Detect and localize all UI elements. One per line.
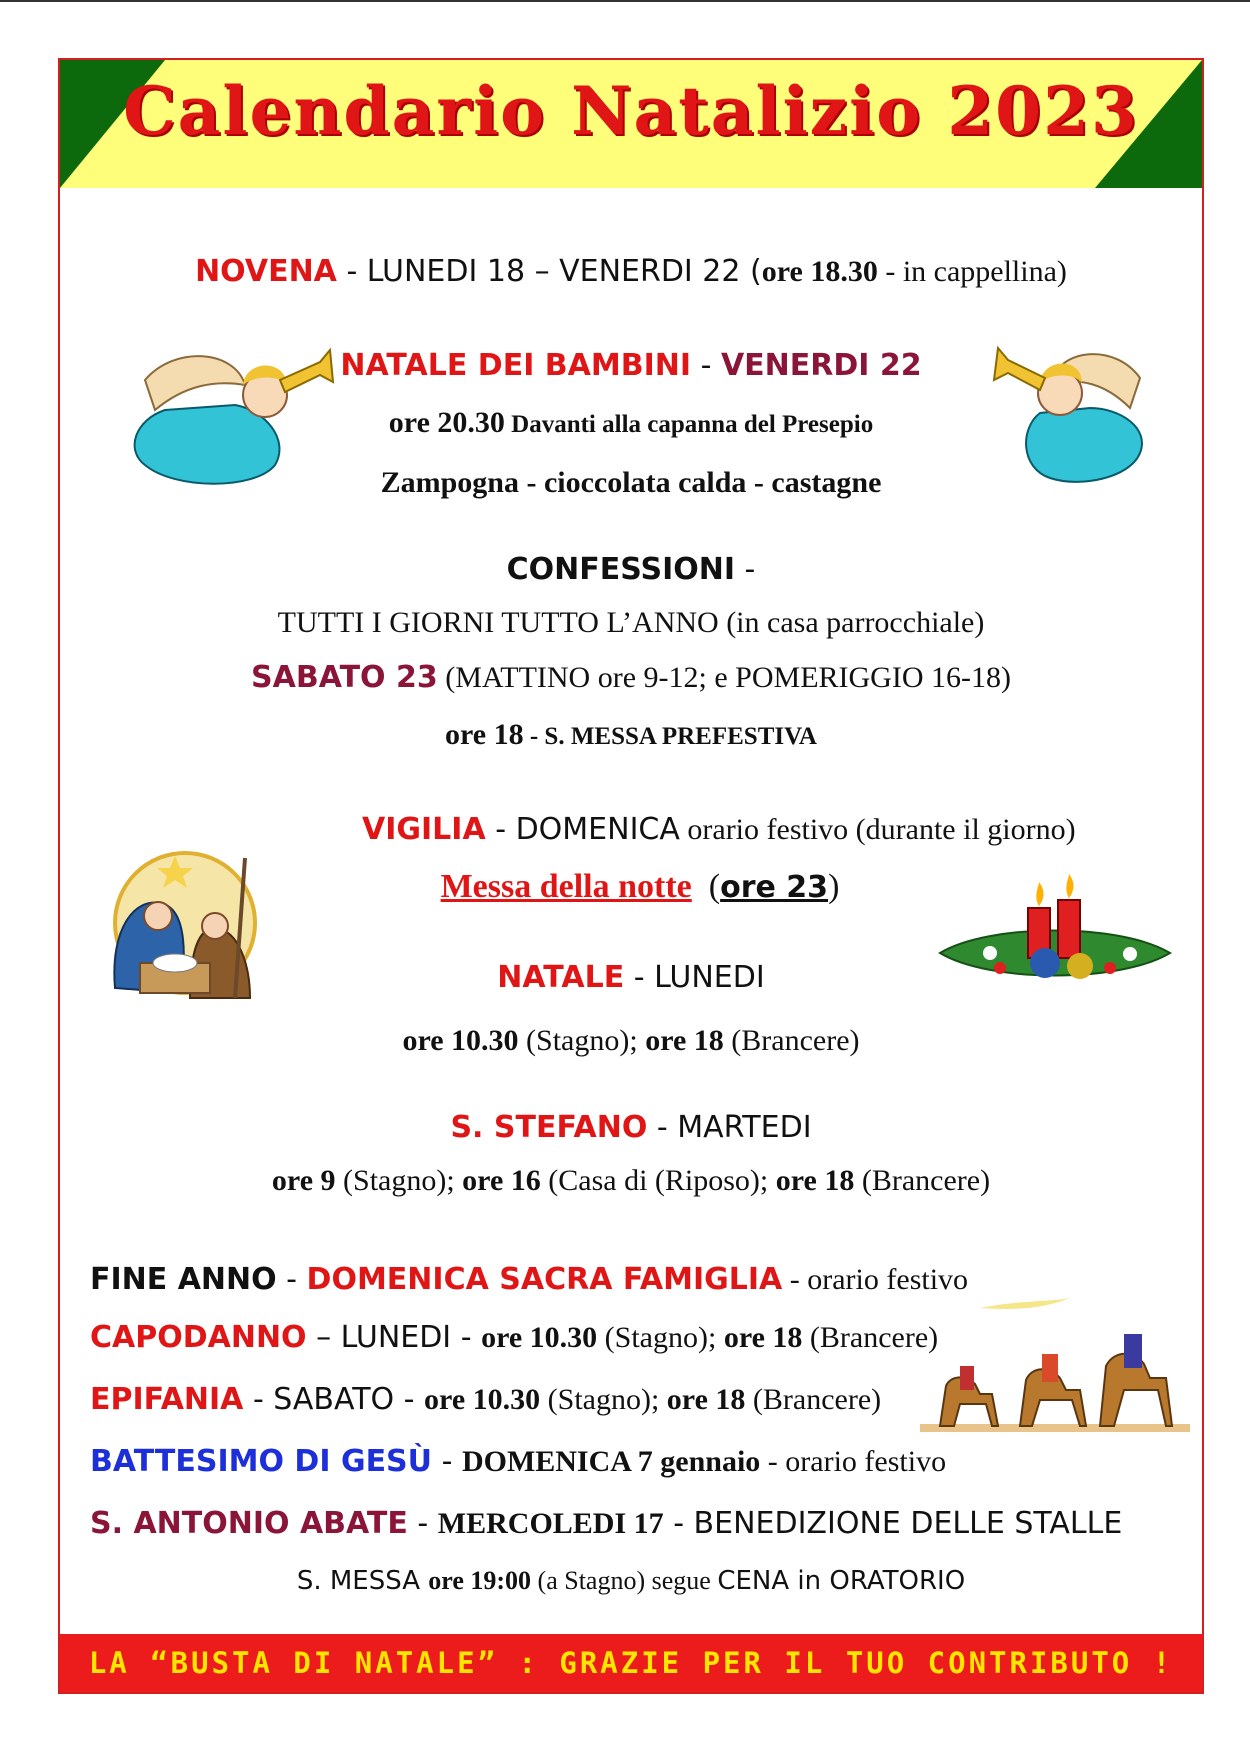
natale-place-1: (Stagno);	[518, 1024, 646, 1057]
antonio-info: - BENEDIZIONE DELLE STALLE	[663, 1506, 1123, 1541]
antonio-line	[90, 1506, 1232, 1541]
novena-dates: - LUNEDI 18 – VENERDI 22 (	[336, 254, 762, 289]
natale-time-1: ore 10.30	[402, 1024, 519, 1057]
antonio-cena: CENA in ORATORIO	[717, 1566, 966, 1596]
capodanno-time-1: ore 10.30	[481, 1321, 598, 1354]
bambini-time-line	[60, 406, 1202, 440]
antonio-messa-line	[60, 1566, 1202, 1596]
natale-time-2: ore 18	[645, 1024, 724, 1057]
page-title: Calendario Natalizio 2023	[123, 72, 1139, 150]
epifania-time-1: ore 10.30	[424, 1383, 541, 1416]
vigilia-messa: Messa della notte	[440, 868, 692, 905]
bambini-label: NATALE DEI BAMBINI	[340, 348, 692, 383]
confessioni-line	[60, 552, 1202, 587]
natale-label: NATALE	[497, 960, 625, 995]
epifania-place-2: (Brancere)	[745, 1383, 882, 1416]
stefano-time-1: ore 9	[271, 1164, 336, 1197]
stefano-place-1: (Stagno);	[335, 1164, 463, 1197]
fine-anno-day: DOMENICA SACRA FAMIGLIA	[306, 1262, 783, 1297]
battesimo-day: DOMENICA 7 gennaio	[461, 1445, 761, 1478]
vigilia-messa-line: Messa della notte (ore 23)	[440, 868, 840, 905]
fine-anno-info: - orario festivo	[782, 1263, 969, 1296]
confessioni-every: TUTTI I GIORNI TUTTO L’ANNO (in casa parrocchiale)	[277, 606, 985, 639]
vigilia-info: orario festivo (durante il giorno)	[679, 813, 1076, 846]
novena-rest: - in cappellina)	[877, 255, 1067, 288]
capodanno-place-1: (Stagno);	[597, 1321, 724, 1354]
confessioni-sep: -	[735, 552, 756, 587]
stefano-place-2: (Casa di (Riposo);	[540, 1164, 776, 1197]
confessioni-sat-hours: (MATTINO ore 9-12; e POMERIGGIO 16-18)	[437, 661, 1011, 694]
antonio-label: S. ANTONIO ABATE	[90, 1506, 408, 1541]
confessioni-sat-label: SABATO 23	[251, 660, 438, 695]
stefano-time-2: ore 16	[462, 1164, 541, 1197]
stefano-day: - MARTEDI	[647, 1110, 812, 1145]
vigilia-label: VIGILIA	[362, 812, 486, 847]
natale-place-2: (Brancere)	[723, 1024, 860, 1057]
capodanno-day: – LUNEDI -	[306, 1320, 482, 1355]
stefano-time-3: ore 18	[775, 1164, 855, 1197]
vigilia-day: - DOMENICA	[485, 812, 680, 847]
bambini-day: VENERDI 22	[720, 348, 922, 383]
confessioni-messa-time: ore 18	[445, 718, 524, 751]
confessioni-saturday-line	[60, 660, 1202, 695]
battesimo-info: - orario festivo	[760, 1445, 947, 1478]
capodanno-label: CAPODANNO	[90, 1320, 307, 1355]
bambini-sep: -	[691, 348, 721, 383]
novena-label: NOVENA	[195, 254, 337, 289]
antonio-messa: S. MESSA	[296, 1566, 429, 1596]
stefano-line	[60, 1110, 1202, 1145]
epifania-label: EPIFANIA	[90, 1382, 244, 1417]
epifania-day: - SABATO -	[243, 1382, 425, 1417]
stefano-times-line	[60, 1164, 1202, 1198]
epifania-line	[90, 1382, 1232, 1417]
vigilia-messa-time: ore 23	[720, 870, 829, 905]
confessioni-label: CONFESSIONI	[506, 552, 736, 587]
natale-times-line	[60, 1024, 1202, 1058]
natale-day: - LUNEDI	[624, 960, 765, 995]
bambini-line	[60, 348, 1202, 383]
bambini-place: Davanti alla capanna del Presepio	[504, 411, 874, 438]
novena-line	[60, 254, 1202, 289]
epifania-time-2: ore 18	[666, 1383, 746, 1416]
antonio-sep: -	[407, 1506, 438, 1541]
fine-anno-sep: -	[276, 1262, 307, 1297]
antonio-place: (a Stagno) segue	[531, 1566, 718, 1595]
antonio-time: ore 19:00	[428, 1566, 532, 1595]
capodanno-time-2: ore 18	[723, 1321, 803, 1354]
stefano-label: S. STEFANO	[450, 1110, 648, 1145]
battesimo-label: BATTESIMO DI GESÙ	[90, 1444, 433, 1479]
top-rule	[0, 0, 1250, 2]
fine-anno-line	[90, 1262, 1232, 1297]
novena-time: ore 18.30	[761, 255, 878, 288]
battesimo-sep: -	[432, 1444, 462, 1479]
epifania-place-1: (Stagno);	[540, 1383, 667, 1416]
stefano-place-3: (Brancere)	[854, 1164, 991, 1197]
bambini-items: Zampogna - cioccolata calda - castagne	[380, 466, 882, 499]
natale-line	[60, 960, 1202, 995]
vigilia-line	[362, 812, 1122, 847]
confessioni-messa: - S. MESSA PREFESTIVA	[523, 723, 817, 750]
footer-banner: LA “BUSTA DI NATALE” : GRAZIE PER IL TUO CONTRIBUTO !	[60, 1634, 1202, 1692]
confessioni-messa-line	[60, 718, 1202, 752]
capodanno-place-2: (Brancere)	[802, 1321, 939, 1354]
fine-anno-label: FINE ANNO	[90, 1262, 277, 1297]
capodanno-line	[90, 1320, 1232, 1355]
bambini-time: ore 20.30	[388, 406, 505, 439]
battesimo-line	[90, 1444, 1232, 1479]
header-banner	[60, 60, 1202, 188]
antonio-day: MERCOLEDI 17	[437, 1507, 664, 1540]
